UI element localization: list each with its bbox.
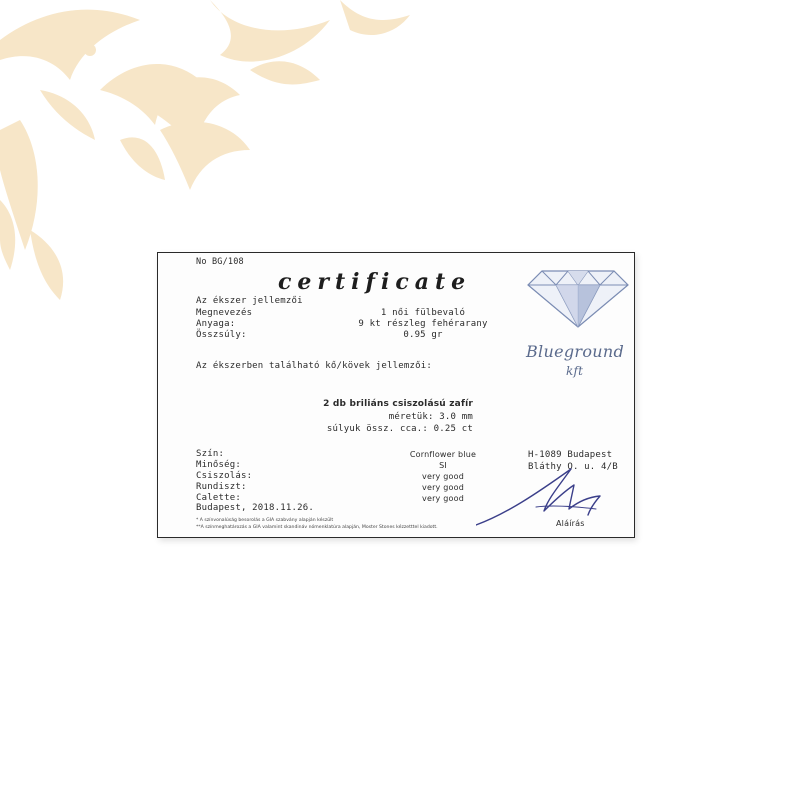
certificate-number: No BG/108 [196, 257, 244, 267]
jewel-heading: Az ékszer jellemzői [196, 296, 303, 306]
place-date: Budapest, 2018.11.26. [196, 503, 314, 513]
jewel-value-weight: 0.95 gr [403, 330, 443, 340]
grade-value-cut: very good [422, 472, 464, 481]
brand-suffix: kft [566, 364, 584, 378]
certificate-title: certificate [278, 269, 472, 295]
grade-label-girdle: Rundiszt: [196, 482, 247, 492]
diamond-logo-icon [526, 265, 630, 329]
grade-value-quality: SI [439, 461, 447, 470]
footnote-2: **A színmeghatározás a GIA valamint skandináv nómenklatúra alapján, Moster Stones kézzetttel kiadott. [196, 525, 438, 530]
grade-value-girdle: very good [422, 483, 464, 492]
footnote-1: * A színvonalúság besorolás a GIA szabvány alapján készült [196, 518, 334, 523]
stones-heading: Az ékszerben található kő/kövek jellemzői: [196, 361, 432, 371]
grade-label-quality: Minőség: [196, 460, 241, 470]
address-line-1: H-1089 Budapest [528, 450, 613, 460]
jewel-label-weight: Összsúly: [196, 330, 247, 340]
grade-label-cut: Csiszolás: [196, 471, 253, 481]
grade-value-color: Cornflower blue [409, 450, 477, 459]
stone-weight: súlyuk össz. cca.: 0.25 ct [326, 424, 473, 434]
certificate-card [157, 252, 635, 538]
grade-label-color: Szín: [196, 449, 225, 459]
grade-value-culet: very good [422, 494, 464, 503]
jewel-label-material: Anyaga: [196, 319, 236, 329]
address-line-2: Bláthy O. u. 4/B [528, 462, 618, 472]
brand-name: Blueground [526, 342, 625, 361]
jewel-label-name: Megnevezés [196, 308, 253, 318]
signature-label: Aláírás [556, 519, 585, 528]
jewel-value-material: 9 kt részleg fehérarany [358, 319, 488, 329]
grade-label-culet: Calette: [196, 493, 241, 503]
stone-size: méretük: 3.0 mm [388, 412, 473, 422]
jewel-value-name: 1 női fülbevaló [380, 308, 466, 318]
stone-title: 2 db briliáns csiszolású zafír [323, 399, 473, 409]
signature-scribble [476, 459, 616, 529]
